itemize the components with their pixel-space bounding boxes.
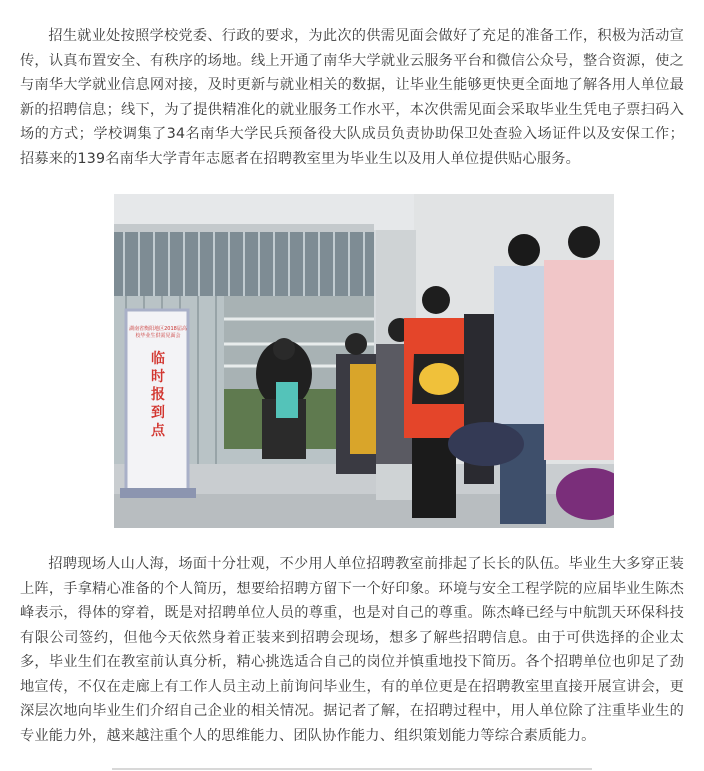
article-paragraph-1: 招生就业处按照学校党委、行政的要求，为此次的供需见面会做好了充足的准备工作，积极为活动宣传，认真布置安全、有秩序的场地。线上开通了南华大学就业云服务平台和微信公众号，整合资源，使之与南华大学就业信息网对接，及时更新与就业相关的数据，让毕业生能够更快更全面地了解各用人单位最新的招聘信息；线下，为了提供精准化的就业服务工作水平，本次供需见面会采取毕业生凭电子票扫码入场的方式；学校调集了34名南华大学民兵预备役大队成员负责协助保卫处查验入场证件以及安保工作；招募来的139名南华大学青年志愿者在招聘教室里为毕业生以及用人单位提供贴心服务。 (20, 28, 684, 167)
article-paragraph-2: 招聘现场人山人海，场面十分壮观，不少用人单位招聘教室前排起了长长的队伍。毕业生大多穿正装上阵，手拿精心准备的个人简历，想要给招聘方留下一个好印象。环境与安全工程学院的应届毕业生陈杰峰表示，得体的穿着，既是对招聘单位人员的尊重，也是对自己的尊重。陈杰峰已经与中航凯天环保科技有限公司签约，但他今天依然身着正装来到招聘会现场，想多了解些招聘信息。由于可供选择的企业太多，毕业生们在教室前认真分析，精心挑选适合自己的岗位并慎重地投下简历。各个招聘单位也卯足了劲地宣传，不仅在走廊上有工作人员主动上前询问毕业生，有的单位更是在招聘教室里直接开展宣讲会，更深层次地向毕业生们介绍自己企业的相关情况。据记者了解，在招聘过程中，用人单位除了注重毕业生的专业能力外，越来越注重个人的思维能力、团队协作能力、组织策划能力等综合素质能力。 (20, 556, 684, 744)
job-fair-queue-photo (114, 194, 614, 528)
sign-base (120, 488, 196, 498)
photo-illustration (114, 194, 614, 528)
sign-header-text: 湖南省衡阳地区2018届高校毕业生供需见面会 (129, 326, 187, 339)
ceiling-beam (114, 224, 374, 232)
bottom-divider (112, 768, 592, 770)
sign-text (128, 318, 188, 488)
sign-main-text: 临时报到点 (151, 351, 165, 439)
